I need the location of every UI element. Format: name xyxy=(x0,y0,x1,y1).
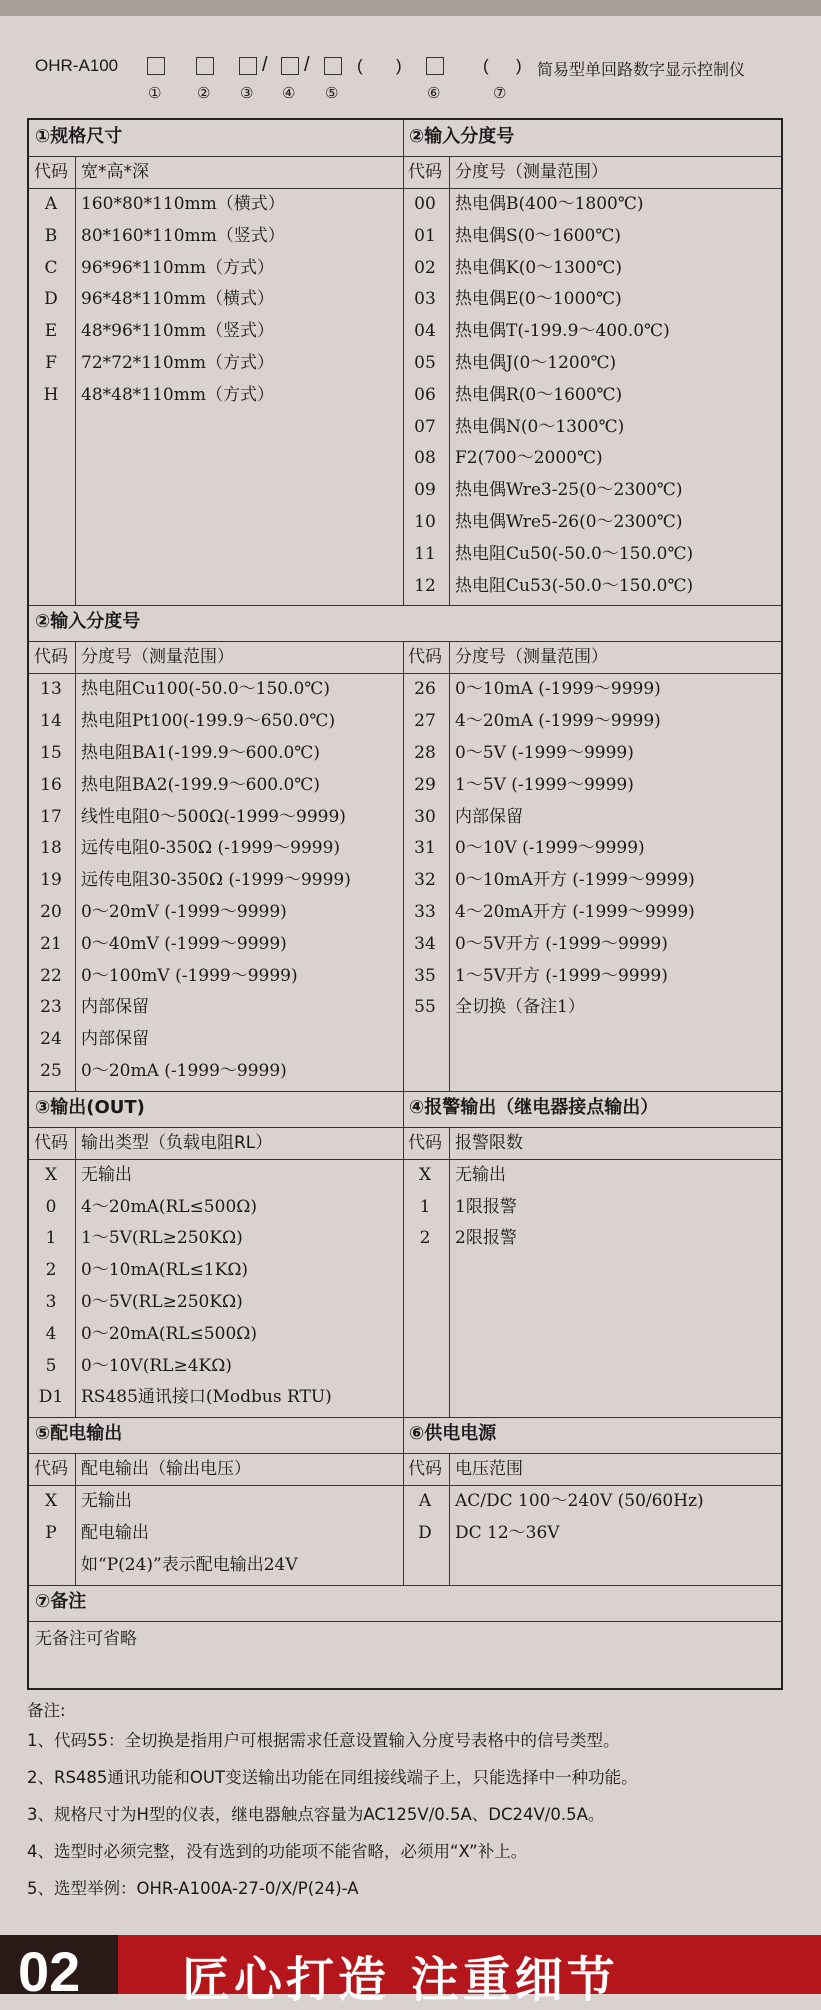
table-cell-value: 0～20mA(RL≤500Ω) xyxy=(81,1323,257,1344)
section-title-left: ①规格尺寸 xyxy=(35,126,123,147)
table-cell-code: 05 xyxy=(414,353,436,373)
table-cell-code: 2 xyxy=(45,1260,57,1281)
row-divider xyxy=(29,673,781,674)
banner-number-block xyxy=(0,1935,118,2003)
table-cell-value: 热电偶Wre5-26(0～2300℃) xyxy=(455,512,683,532)
table-cell-value: 远传电阻30-350Ω (-1999～9999) xyxy=(81,870,351,891)
table-cell-code: B xyxy=(44,225,58,246)
paren-open-2: ( xyxy=(483,56,489,75)
section-title-right: ②输入分度号 xyxy=(409,126,515,147)
table-cell-code: 03 xyxy=(414,289,436,310)
table-cell-code: A xyxy=(44,194,58,214)
row-divider xyxy=(29,641,781,642)
table-cell-value: 热电阻Cu53(-50.0～150.0℃) xyxy=(455,575,694,596)
table-cell-value: 48*96*110mm（竖式） xyxy=(81,321,274,342)
table-cell-value: 0～20mA (-1999～9999) xyxy=(81,1061,287,1081)
table-cell-value: 无输出 xyxy=(81,1491,132,1512)
table-cell-value: 热电偶B(400～1800℃) xyxy=(455,194,644,214)
column-header-left: 分度号（测量范围） xyxy=(81,647,234,668)
table-cell-code: D xyxy=(418,1523,432,1543)
code-header: 代码 xyxy=(34,647,68,668)
notes-title: 备注: xyxy=(27,1701,66,1720)
code-box-4 xyxy=(281,57,299,75)
marker-5: ⑤ xyxy=(325,84,339,102)
row-divider xyxy=(29,1091,781,1092)
model-code-line xyxy=(35,52,815,107)
note-item: 3、规格尺寸为H型的仪表，继电器触点容量为AC125V/0.5A、DC24V/0.5A。 xyxy=(27,1805,605,1824)
table-cell-value: 无输出 xyxy=(455,1164,506,1185)
table-cell-value: 2限报警 xyxy=(455,1228,517,1249)
table-cell-code: 3 xyxy=(45,1292,57,1312)
table-cell-code: 35 xyxy=(414,965,436,986)
table-cell-value: 0～20mV (-1999～9999) xyxy=(81,902,287,922)
table-cell-value: 0～40mV (-1999～9999) xyxy=(81,933,287,954)
table-cell-code: 16 xyxy=(40,774,62,795)
table-cell-code: 28 xyxy=(414,743,436,763)
column-header-left: 输出类型（负载电阻RL） xyxy=(81,1132,273,1153)
table-cell-code: 08 xyxy=(414,448,436,469)
table-cell-code: 19 xyxy=(40,870,62,891)
table-cell-code: X xyxy=(44,1491,58,1512)
table-cell-value: 热电偶S(0～1600℃) xyxy=(455,225,622,246)
table-cell-code: 1 xyxy=(45,1228,57,1249)
table-cell-code: 20 xyxy=(40,902,62,922)
table-cell-value: 80*160*110mm（竖式） xyxy=(81,225,285,246)
table-cell-value: 热电阻Cu50(-50.0～150.0℃) xyxy=(455,543,694,564)
marker-4: ④ xyxy=(282,84,296,102)
table-cell-value: 0～10mA开方 (-1999～9999) xyxy=(455,870,695,891)
table-cell-value: 线性电阻0～500Ω(-1999～9999) xyxy=(81,806,346,827)
table-cell-value: 热电阻Cu100(-50.0～150.0℃) xyxy=(81,679,330,700)
slash-1: / xyxy=(262,54,268,76)
top-bar xyxy=(0,0,821,16)
code-box-1 xyxy=(147,57,165,75)
table-cell-code: 32 xyxy=(414,870,436,891)
row-divider xyxy=(29,188,781,189)
row-divider xyxy=(29,1417,781,1418)
table-cell-code: D xyxy=(44,289,58,310)
table-cell-value: F2(700～2000℃) xyxy=(455,448,603,469)
table-cell-value: 4～20mA开方 (-1999～9999) xyxy=(455,902,695,922)
table-cell-value: RS485通讯接口(Modbus RTU) xyxy=(81,1387,332,1408)
code-header: 代码 xyxy=(408,1132,442,1153)
table-cell-code: C xyxy=(44,257,58,278)
code-box-5 xyxy=(324,57,342,75)
table-cell-code: H xyxy=(43,384,59,405)
row-divider xyxy=(29,1621,781,1622)
column-divider xyxy=(449,156,450,605)
table-cell-value: 配电输出 xyxy=(81,1523,149,1543)
table-cell-code: 29 xyxy=(414,774,436,795)
code-box-2 xyxy=(196,57,214,75)
row-divider xyxy=(29,1127,781,1128)
table-cell-code: 4 xyxy=(45,1323,57,1344)
table-cell-code: D1 xyxy=(38,1387,64,1408)
column-header-left: 宽*高*深 xyxy=(81,162,149,182)
table-cell-code: 10 xyxy=(414,512,436,532)
marker-2: ② xyxy=(197,84,211,102)
table-cell-code: 2 xyxy=(419,1228,431,1249)
table-cell-value: 热电偶J(0～1200℃) xyxy=(455,353,617,373)
table-cell-code: 33 xyxy=(414,902,436,922)
model-description: 简易型单回路数字显示控制仪 xyxy=(537,60,746,79)
section-title-left: ⑤配电输出 xyxy=(35,1423,123,1445)
table-cell-value: 4～20mA (-1999～9999) xyxy=(455,711,661,732)
marker-3: ③ xyxy=(240,84,254,102)
column-header-right: 电压范围 xyxy=(455,1459,523,1480)
section-banner xyxy=(0,1935,821,2008)
column-divider xyxy=(75,1127,76,1417)
table-cell-value: 热电偶E(0～1000℃) xyxy=(455,289,622,310)
table-cell-value: 1～5V(RL≥250KΩ) xyxy=(81,1228,243,1249)
table-cell-value: 48*48*110mm（方式） xyxy=(81,384,274,405)
row-divider xyxy=(29,1585,781,1586)
table-cell-value: 1～5V (-1999～9999) xyxy=(455,774,634,795)
code-header: 代码 xyxy=(34,1132,68,1153)
table-cell-code: 30 xyxy=(414,806,436,827)
table-cell-code: 02 xyxy=(414,257,436,278)
table-cell-value: 160*80*110mm（横式） xyxy=(81,194,285,214)
table-cell-code: 11 xyxy=(414,543,436,564)
code-header: 代码 xyxy=(408,1459,442,1480)
paren-close-1: ) xyxy=(396,56,402,75)
table-cell-value: 内部保留 xyxy=(81,1029,149,1050)
table-cell-code: 04 xyxy=(414,321,436,342)
paren-close-2: ) xyxy=(516,56,522,75)
table-cell-value: 无输出 xyxy=(81,1164,132,1185)
table-cell-code: 21 xyxy=(40,933,62,954)
table-cell-value: 0～10mA(RL≤1KΩ) xyxy=(81,1260,249,1281)
table-cell-value: 96*48*110mm（横式） xyxy=(81,289,274,310)
section-title: ⑦备注 xyxy=(35,1590,87,1612)
table-cell-value: 内部保留 xyxy=(81,997,149,1018)
table-cell-value: 热电偶T(-199.9～400.0℃) xyxy=(455,321,670,342)
slash-2: / xyxy=(304,54,310,76)
column-header-right: 报警限数 xyxy=(455,1132,523,1153)
table-cell-code: 23 xyxy=(40,997,62,1018)
column-divider xyxy=(403,1091,404,1417)
column-divider xyxy=(403,1417,404,1584)
table-cell-value: 热电阻Pt100(-199.9～650.0℃) xyxy=(81,711,336,732)
section-title-right: ⑥供电电源 xyxy=(409,1423,497,1445)
table-cell-value: 热电偶R(0～1600℃) xyxy=(455,384,623,405)
table-cell-code: 5 xyxy=(45,1355,57,1376)
column-divider xyxy=(75,1453,76,1584)
table-cell-code: 55 xyxy=(414,997,436,1018)
column-divider xyxy=(449,1127,450,1417)
table-cell-code: 14 xyxy=(40,711,62,732)
table-cell-code: 13 xyxy=(40,679,62,700)
table-cell-code: 1 xyxy=(419,1196,431,1217)
table-cell-code: 12 xyxy=(414,575,436,596)
table-cell-value: 热电偶N(0～1300℃) xyxy=(455,416,625,437)
code-header: 代码 xyxy=(408,647,442,668)
marker-1: ① xyxy=(148,84,162,102)
table-cell-code: 09 xyxy=(414,480,436,501)
note-item: 2、RS485通讯功能和OUT变送输出功能在同组接线端子上，只能选择中一种功能。 xyxy=(27,1768,638,1787)
table-cell-value: 热电偶Wre3-25(0～2300℃) xyxy=(455,480,683,501)
marker-6: ⑥ xyxy=(427,84,441,102)
table-cell-code: 17 xyxy=(40,806,62,827)
table-cell-value: 热电阻BA2(-199.9～600.0℃) xyxy=(81,774,320,795)
remark-text: 无备注可省略 xyxy=(35,1628,137,1649)
table-cell-value: 0～10V(RL≥4KΩ) xyxy=(81,1355,232,1376)
table-cell-value: 0～5V(RL≥250KΩ) xyxy=(81,1292,243,1312)
table-cell-value: 0～100mV (-1999～9999) xyxy=(81,965,298,986)
table-cell-code: 01 xyxy=(414,225,436,246)
table-cell-code: X xyxy=(44,1164,58,1185)
table-cell-code: 26 xyxy=(414,679,436,700)
table-cell-value: 4～20mA(RL≤500Ω) xyxy=(81,1196,257,1217)
notes-block xyxy=(27,1700,817,1915)
table-cell-code: 00 xyxy=(414,194,436,214)
note-item: 1、代码55：全切换是指用户可根据需求任意设置输入分度号表格中的信号类型。 xyxy=(27,1731,620,1750)
selection-table xyxy=(27,118,783,1690)
table-cell-code: E xyxy=(44,321,58,342)
table-cell-code: 18 xyxy=(40,838,62,859)
column-header-right: 分度号（测量范围） xyxy=(455,647,608,668)
table-cell-code: A xyxy=(418,1491,432,1512)
note-item: 4、选型时必须完整，没有选到的功能项不能省略，必须用“X”补上。 xyxy=(27,1842,528,1861)
marker-7: ⑦ xyxy=(493,84,507,102)
section-title-left: ③输出(OUT) xyxy=(35,1096,145,1118)
banner-title: 匠心打造 注重细节 xyxy=(182,1952,619,2008)
table-cell-code: 15 xyxy=(40,743,62,763)
paren-open-1: ( xyxy=(357,56,363,75)
table-cell-value: DC 12～36V xyxy=(455,1523,560,1543)
table-cell-code: 24 xyxy=(40,1029,62,1050)
code-header: 代码 xyxy=(34,1459,68,1480)
table-cell-value: 0～5V (-1999～9999) xyxy=(455,743,634,763)
table-cell-code: 0 xyxy=(45,1196,57,1217)
code-header: 代码 xyxy=(408,162,442,182)
table-cell-value: 1限报警 xyxy=(455,1196,517,1217)
note-item: 5、选型举例：OHR-A100A-27-0/X/P(24)-A xyxy=(27,1879,359,1898)
table-cell-value: 远传电阻0-350Ω (-1999～9999) xyxy=(81,838,341,859)
column-divider xyxy=(403,641,404,1090)
column-divider xyxy=(75,641,76,1090)
table-cell-value: 0～10mA (-1999～9999) xyxy=(455,679,661,700)
table-cell-code: X xyxy=(418,1164,432,1185)
table-cell-code: 34 xyxy=(414,933,436,954)
section-title: ②输入分度号 xyxy=(35,611,141,633)
table-cell-value: 0～5V开方 (-1999～9999) xyxy=(455,933,668,954)
table-cell-value: 内部保留 xyxy=(455,806,523,827)
table-cell-code: P xyxy=(45,1523,57,1543)
table-cell-value: 热电阻BA1(-199.9～600.0℃) xyxy=(81,743,320,763)
section-title-right: ④报警输出（继电器接点输出） xyxy=(409,1096,659,1118)
table-cell-code: 06 xyxy=(414,384,436,405)
table-cell-value: 热电偶K(0～1300℃) xyxy=(455,257,623,278)
column-divider xyxy=(449,641,450,1090)
model-prefix: OHR-A100 xyxy=(35,56,119,75)
table-cell-code: 31 xyxy=(414,838,436,859)
table-cell-value: 96*96*110mm（方式） xyxy=(81,257,274,278)
table-cell-code: 25 xyxy=(40,1061,62,1081)
banner-number: 02 xyxy=(18,1940,81,2003)
table-cell-code: 22 xyxy=(40,965,62,986)
table-cell-code: 07 xyxy=(414,416,436,437)
code-header: 代码 xyxy=(34,162,68,182)
code-box-3 xyxy=(239,57,257,75)
table-cell-code: 27 xyxy=(414,711,436,732)
table-cell-value: 全切换（备注1） xyxy=(455,997,585,1018)
row-divider xyxy=(29,1485,781,1486)
column-divider xyxy=(75,156,76,605)
table-cell-value: 72*72*110mm（方式） xyxy=(81,353,274,373)
column-divider xyxy=(403,120,404,605)
table-cell-code: F xyxy=(45,353,57,373)
table-cell-value: AC/DC 100～240V (50/60Hz) xyxy=(455,1491,704,1512)
row-divider xyxy=(29,156,781,157)
table-cell-value: 1～5V开方 (-1999～9999) xyxy=(455,965,668,986)
table-cell-value: 0～10V (-1999～9999) xyxy=(455,838,645,859)
column-divider xyxy=(449,1453,450,1584)
table-cell-value: 如“P(24)”表示配电输出24V xyxy=(81,1554,298,1575)
row-divider xyxy=(29,605,781,606)
code-box-6 xyxy=(426,57,444,75)
row-divider xyxy=(29,1159,781,1160)
column-header-right: 分度号（测量范围） xyxy=(455,162,608,182)
row-divider xyxy=(29,1453,781,1454)
column-header-left: 配电输出（输出电压） xyxy=(81,1459,251,1480)
